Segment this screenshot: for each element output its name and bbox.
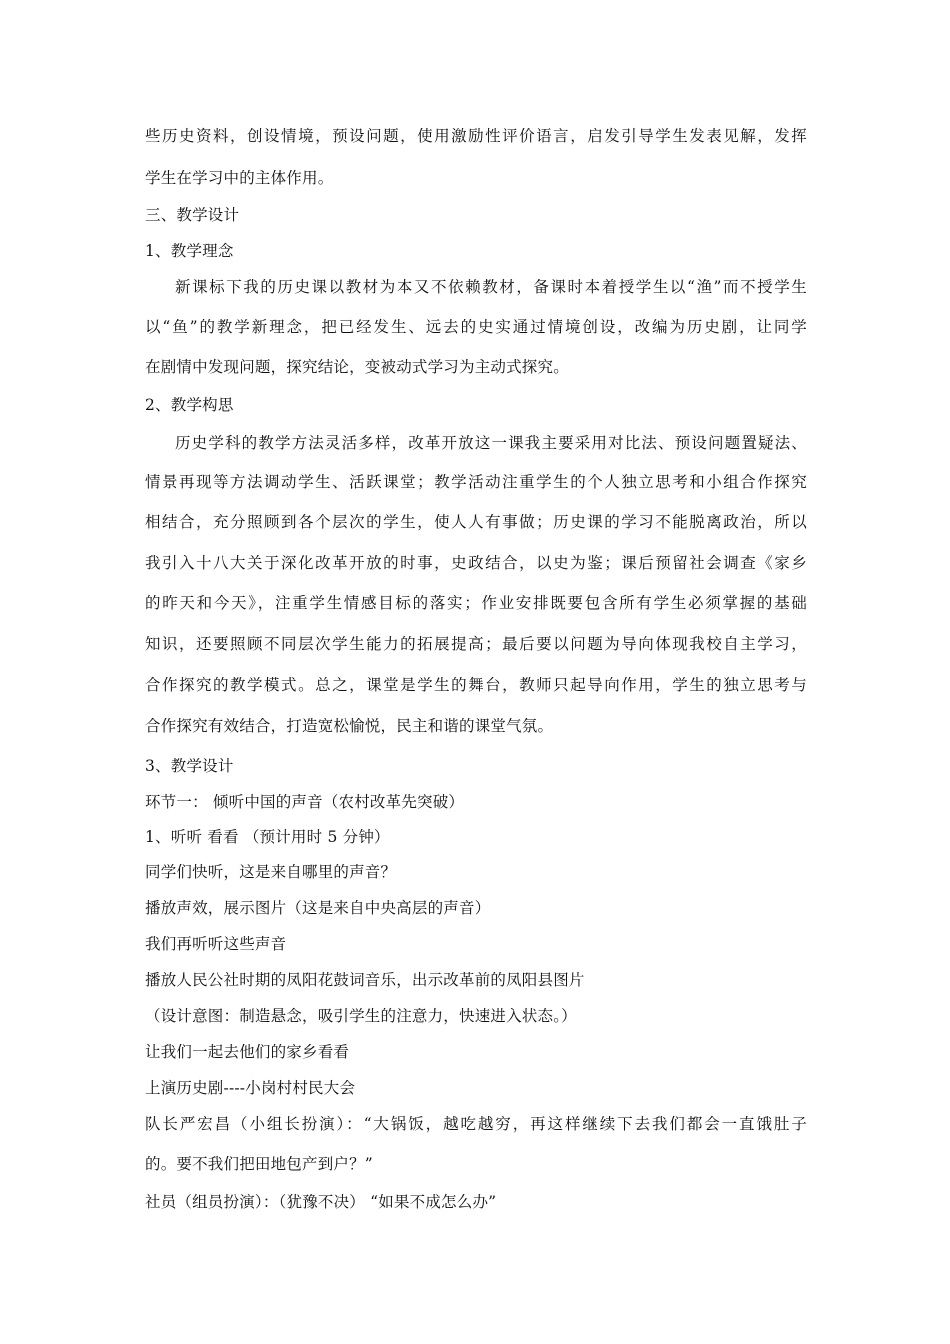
paragraph-line: 合作探究有效结合，打造宽松愉悦，民主和谐的课堂气氛。: [145, 717, 554, 735]
paragraph-line: 同学们快听，这是来自哪里的声音？: [145, 863, 397, 881]
subsection-heading: 3、教学设计: [145, 757, 234, 775]
paragraph-line: 社员（组员扮演）：（犹豫不决） “如果不成怎么办”: [145, 1193, 497, 1211]
paragraph-line: 在剧情中发现问题，探究结论，变被动式学习为主动式探究。: [145, 358, 569, 376]
subsection-heading: 1、听听 看看 （预计用时 5 分钟）: [145, 828, 390, 846]
paragraph-line: 我们再听听这些声音: [145, 935, 287, 953]
subsection-heading: 1、教学理念: [145, 242, 234, 260]
paragraph-line: 些历史资料，创设情境，预设问题，使用激励性评价语言，启发引导学生发表见解，发挥: [145, 127, 807, 145]
paragraph-line: 相结合，充分照顾到各个层次的学生，使人人有事做；历史课的学习不能脱离政治，所以: [145, 513, 807, 531]
paragraph-line: 合作探究的教学模式。总之，课堂是学生的舞台，教师只起导向作用，学生的独立思考与: [145, 676, 807, 694]
paragraph-line: 新课标下我的历史课以教材为本又不依赖教材，备课时本着授学生以“渔”而不授学生: [175, 278, 807, 296]
paragraph-line: 播放人民公社时期的凤阳花鼓词音乐，出示改革前的凤阳县图片: [145, 971, 585, 989]
paragraph-line: 历史学科的教学方法灵活多样，改革开放这一课我主要采用对比法、预设问题置疑法、: [175, 434, 807, 452]
paragraph-line: 队长严宏昌（小组长扮演）：“大锅饭，越吃越穷，再这样继续下去我们都会一直饿肚子: [145, 1115, 807, 1133]
paragraph-line: 的昨天和今天》，注重学生情感目标的落实；作业安排既要包含所有学生必须掌握的基础: [145, 594, 807, 612]
paragraph-line: 让我们一起去他们的家乡看看: [145, 1043, 350, 1061]
paragraph-line: 上演历史剧----小岗村村民大会: [145, 1079, 356, 1097]
paragraph-line: （设计意图：制造悬念，吸引学生的注意力，快速进入状态。）: [145, 1007, 577, 1025]
paragraph-line: 的。要不我们把田地包产到户？”: [145, 1155, 373, 1173]
subsection-heading: 2、教学构思: [145, 396, 234, 414]
section-heading: 三、教学设计: [145, 206, 240, 224]
paragraph-line: 我引入十八大关于深化改革开放的时事，史政结合，以史为鉴；课后预留社会调查《家乡: [145, 554, 807, 572]
paragraph-line: 播放声效，展示图片（这是来自中央高层的声音）: [145, 899, 491, 917]
paragraph-line: 情景再现等方法调动学生、活跃课堂；教学活动注重学生的个人独立思考和小组合作探究: [145, 473, 807, 491]
paragraph-line: 以“鱼”的教学新理念，把已经发生、远去的史实通过情境创设，改编为历史剧，让同学: [145, 318, 807, 336]
paragraph-line: 知识，还要照顾不同层次学生能力的拓展提高；最后要以问题为导向体现我校自主学习，: [145, 635, 807, 653]
paragraph-line: 学生在学习中的主体作用。: [145, 169, 334, 187]
section-heading: 环节一： 倾听中国的声音（农村改革先突破）: [145, 793, 465, 811]
